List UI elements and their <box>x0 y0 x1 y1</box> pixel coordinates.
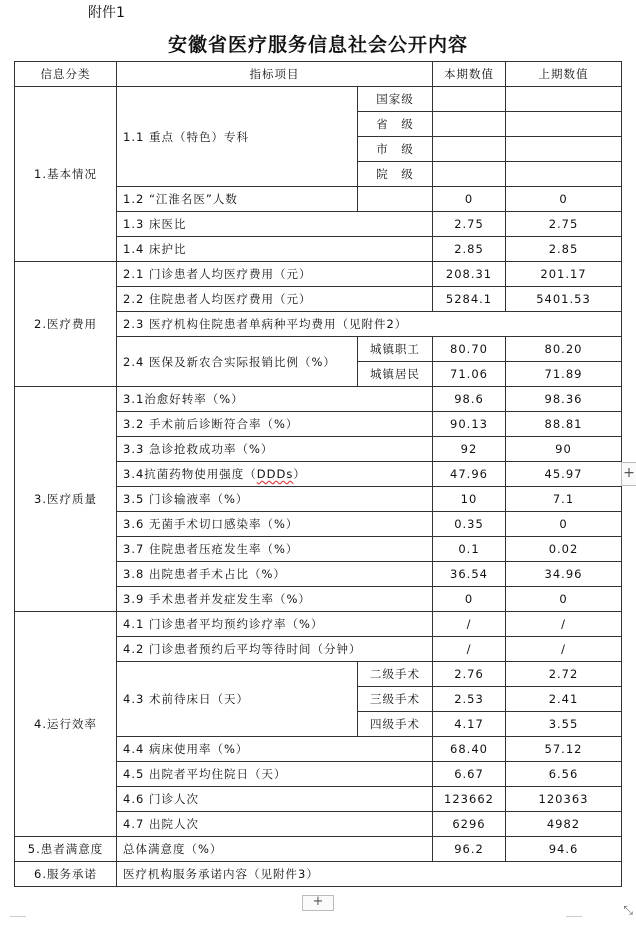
value-previous[interactable]: 0 <box>506 587 622 612</box>
header-current: 本期数值 <box>433 62 506 87</box>
value-current[interactable]: 0.1 <box>433 537 506 562</box>
value-current[interactable]: 4.17 <box>433 712 506 737</box>
value-previous[interactable]: / <box>506 637 622 662</box>
category-efficiency: 4.运行效率 <box>15 612 117 837</box>
add-column-button[interactable]: + <box>621 462 636 486</box>
category-satisfaction: 5.患者满意度 <box>15 837 117 862</box>
value-previous[interactable]: 80.20 <box>506 337 622 362</box>
value-current[interactable]: 2.75 <box>433 212 506 237</box>
page-corner-mark <box>566 916 582 923</box>
value-previous[interactable]: 34.96 <box>506 562 622 587</box>
header-category: 信息分类 <box>15 62 117 87</box>
indicator-bed-doctor: 1.3 床医比 <box>117 212 433 237</box>
indicator-discharges: 4.7 出院人次 <box>117 812 433 837</box>
category-quality: 3.医疗质量 <box>15 387 117 612</box>
indicator-quality: 3.5 门诊输液率（%） <box>117 487 433 512</box>
value-current[interactable]: 36.54 <box>433 562 506 587</box>
value-previous[interactable]: 2.72 <box>506 662 622 687</box>
indicator-satisfaction: 总体满意度（%） <box>117 837 433 862</box>
value-previous[interactable] <box>506 112 622 137</box>
value-current[interactable] <box>433 137 506 162</box>
value-current[interactable] <box>433 87 506 112</box>
value-current[interactable]: / <box>433 612 506 637</box>
value-current[interactable]: 71.06 <box>433 362 506 387</box>
indicator-quality <box>117 462 433 487</box>
value-current[interactable]: 0 <box>433 587 506 612</box>
category-basic: 1.基本情况 <box>15 87 117 262</box>
indicator-avg-stay: 4.5 出院者平均住院日（天） <box>117 762 433 787</box>
indicator-outpatient-cost: 2.1 门诊患者人均医疗费用（元） <box>117 262 433 287</box>
value-previous[interactable]: 90 <box>506 437 622 462</box>
indicator-quality: 3.9 手术患者并发症发生率（%） <box>117 587 433 612</box>
indicator-quality: 3.8 出院患者手术占比（%） <box>117 562 433 587</box>
table-row <box>15 862 622 887</box>
value-current[interactable]: 0.35 <box>433 512 506 537</box>
value-current[interactable]: 2.76 <box>433 662 506 687</box>
indicator-quality: 3.3 急诊抢救成功率（%） <box>117 437 433 462</box>
value-previous[interactable]: 88.81 <box>506 412 622 437</box>
value-previous[interactable] <box>506 162 622 187</box>
sub-province: 省 级 <box>358 112 433 137</box>
indicator-reimburse: 2.4 医保及新农合实际报销比例（%） <box>117 337 358 387</box>
indicator-commitment: 医疗机构服务承诺内容（见附件3） <box>117 862 622 887</box>
value-previous[interactable]: 7.1 <box>506 487 622 512</box>
value-current[interactable]: 123662 <box>433 787 506 812</box>
value-previous[interactable]: 3.55 <box>506 712 622 737</box>
indicator-specialty: 1.1 重点（特色）专科 <box>117 87 358 187</box>
category-cost: 2.医疗费用 <box>15 262 117 387</box>
value-previous[interactable]: / <box>506 612 622 637</box>
value-current[interactable]: 2.85 <box>433 237 506 262</box>
indicator-outpatient-visits: 4.6 门诊人次 <box>117 787 433 812</box>
table-row <box>15 837 622 862</box>
value-previous[interactable]: 4982 <box>506 812 622 837</box>
value-previous[interactable]: 120363 <box>506 787 622 812</box>
resize-handle-icon[interactable]: ⤡ <box>623 903 633 917</box>
indicator-appt-rate: 4.1 门诊患者平均预约诊疗率（%） <box>117 612 433 637</box>
value-previous[interactable]: 201.17 <box>506 262 622 287</box>
indicator-disease-cost: 2.3 医疗机构住院患者单病种平均费用（见附件2） <box>117 312 622 337</box>
indicator-bed-usage: 4.4 病床使用率（%） <box>117 737 433 762</box>
table-row <box>15 387 622 412</box>
value-current[interactable]: 80.70 <box>433 337 506 362</box>
value-current[interactable]: 98.6 <box>433 387 506 412</box>
sub-level-4-surgery: 四级手术 <box>358 712 433 737</box>
sub-city: 市 级 <box>358 137 433 162</box>
category-commitment: 6.服务承诺 <box>15 862 117 887</box>
info-table <box>14 61 622 887</box>
ddd-term: DDDs <box>256 467 294 481</box>
indicator-quality: 3.6 无菌手术切口感染率（%） <box>117 512 433 537</box>
indicator-famous: 1.2 “江淮名医”人数 <box>117 187 358 212</box>
value-current[interactable]: 92 <box>433 437 506 462</box>
value-previous[interactable]: 2.75 <box>506 212 622 237</box>
indicator-quality: 3.1治愈好转率（%） <box>117 387 433 412</box>
sub-national: 国家级 <box>358 87 433 112</box>
value-current[interactable]: 6296 <box>433 812 506 837</box>
value-previous[interactable] <box>506 137 622 162</box>
value-previous[interactable] <box>506 87 622 112</box>
sub-level-3-surgery: 三级手术 <box>358 687 433 712</box>
indicator-inpatient-cost: 2.2 住院患者人均医疗费用（元） <box>117 287 433 312</box>
sub-empty <box>358 187 433 212</box>
page-title: 安徽省医疗服务信息社会公开内容 <box>167 34 468 56</box>
value-current[interactable]: 6.67 <box>433 762 506 787</box>
value-current[interactable]: 208.31 <box>433 262 506 287</box>
sub-urban-employee: 城镇职工 <box>358 337 433 362</box>
page-corner-mark <box>10 916 26 923</box>
value-current[interactable]: 96.2 <box>433 837 506 862</box>
table-row <box>15 262 622 287</box>
value-previous[interactable]: 5401.53 <box>506 287 622 312</box>
sub-urban-resident: 城镇居民 <box>358 362 433 387</box>
indicator-quality: 3.2 手术前后诊断符合率（%） <box>117 412 433 437</box>
value-previous[interactable]: 0 <box>506 512 622 537</box>
value-previous[interactable]: 6.56 <box>506 762 622 787</box>
value-current[interactable]: 47.96 <box>433 462 506 487</box>
value-previous[interactable]: 94.6 <box>506 837 622 862</box>
indicator-appt-wait: 4.2 门诊患者预约后平均等待时间（分钟） <box>117 637 433 662</box>
indicator-quality: 3.7 住院患者压疮发生率（%） <box>117 537 433 562</box>
value-previous[interactable]: 2.41 <box>506 687 622 712</box>
value-current[interactable]: 2.53 <box>433 687 506 712</box>
sub-level-2-surgery: 二级手术 <box>358 662 433 687</box>
value-current[interactable]: / <box>433 637 506 662</box>
value-current[interactable]: 10 <box>433 487 506 512</box>
value-current[interactable]: 90.13 <box>433 412 506 437</box>
sub-hospital: 院 级 <box>358 162 433 187</box>
table-row <box>15 87 622 112</box>
value-previous[interactable]: 0.02 <box>506 537 622 562</box>
value-current[interactable] <box>433 112 506 137</box>
value-current[interactable]: 5284.1 <box>433 287 506 312</box>
header-row <box>15 62 622 87</box>
value-previous[interactable]: 2.85 <box>506 237 622 262</box>
indicator-preop-wait: 4.3 术前待床日（天） <box>117 662 358 737</box>
value-current[interactable]: 68.40 <box>433 737 506 762</box>
value-previous[interactable]: 98.36 <box>506 387 622 412</box>
indicator-bed-nurse: 1.4 床护比 <box>117 237 433 262</box>
indicator-label-suffix: ） <box>293 467 306 481</box>
indicator-label-prefix: 3.4抗菌药物使用强度（ <box>123 467 257 481</box>
value-previous[interactable]: 0 <box>506 187 622 212</box>
header-previous: 上期数值 <box>506 62 622 87</box>
value-previous[interactable]: 45.97 <box>506 462 622 487</box>
value-current[interactable]: 0 <box>433 187 506 212</box>
add-row-button[interactable]: + <box>302 895 334 911</box>
attachment-label: 附件1 <box>88 5 125 21</box>
table-row <box>15 612 622 637</box>
value-previous[interactable]: 71.89 <box>506 362 622 387</box>
header-indicator: 指标项目 <box>117 62 433 87</box>
value-current[interactable] <box>433 162 506 187</box>
value-previous[interactable]: 57.12 <box>506 737 622 762</box>
